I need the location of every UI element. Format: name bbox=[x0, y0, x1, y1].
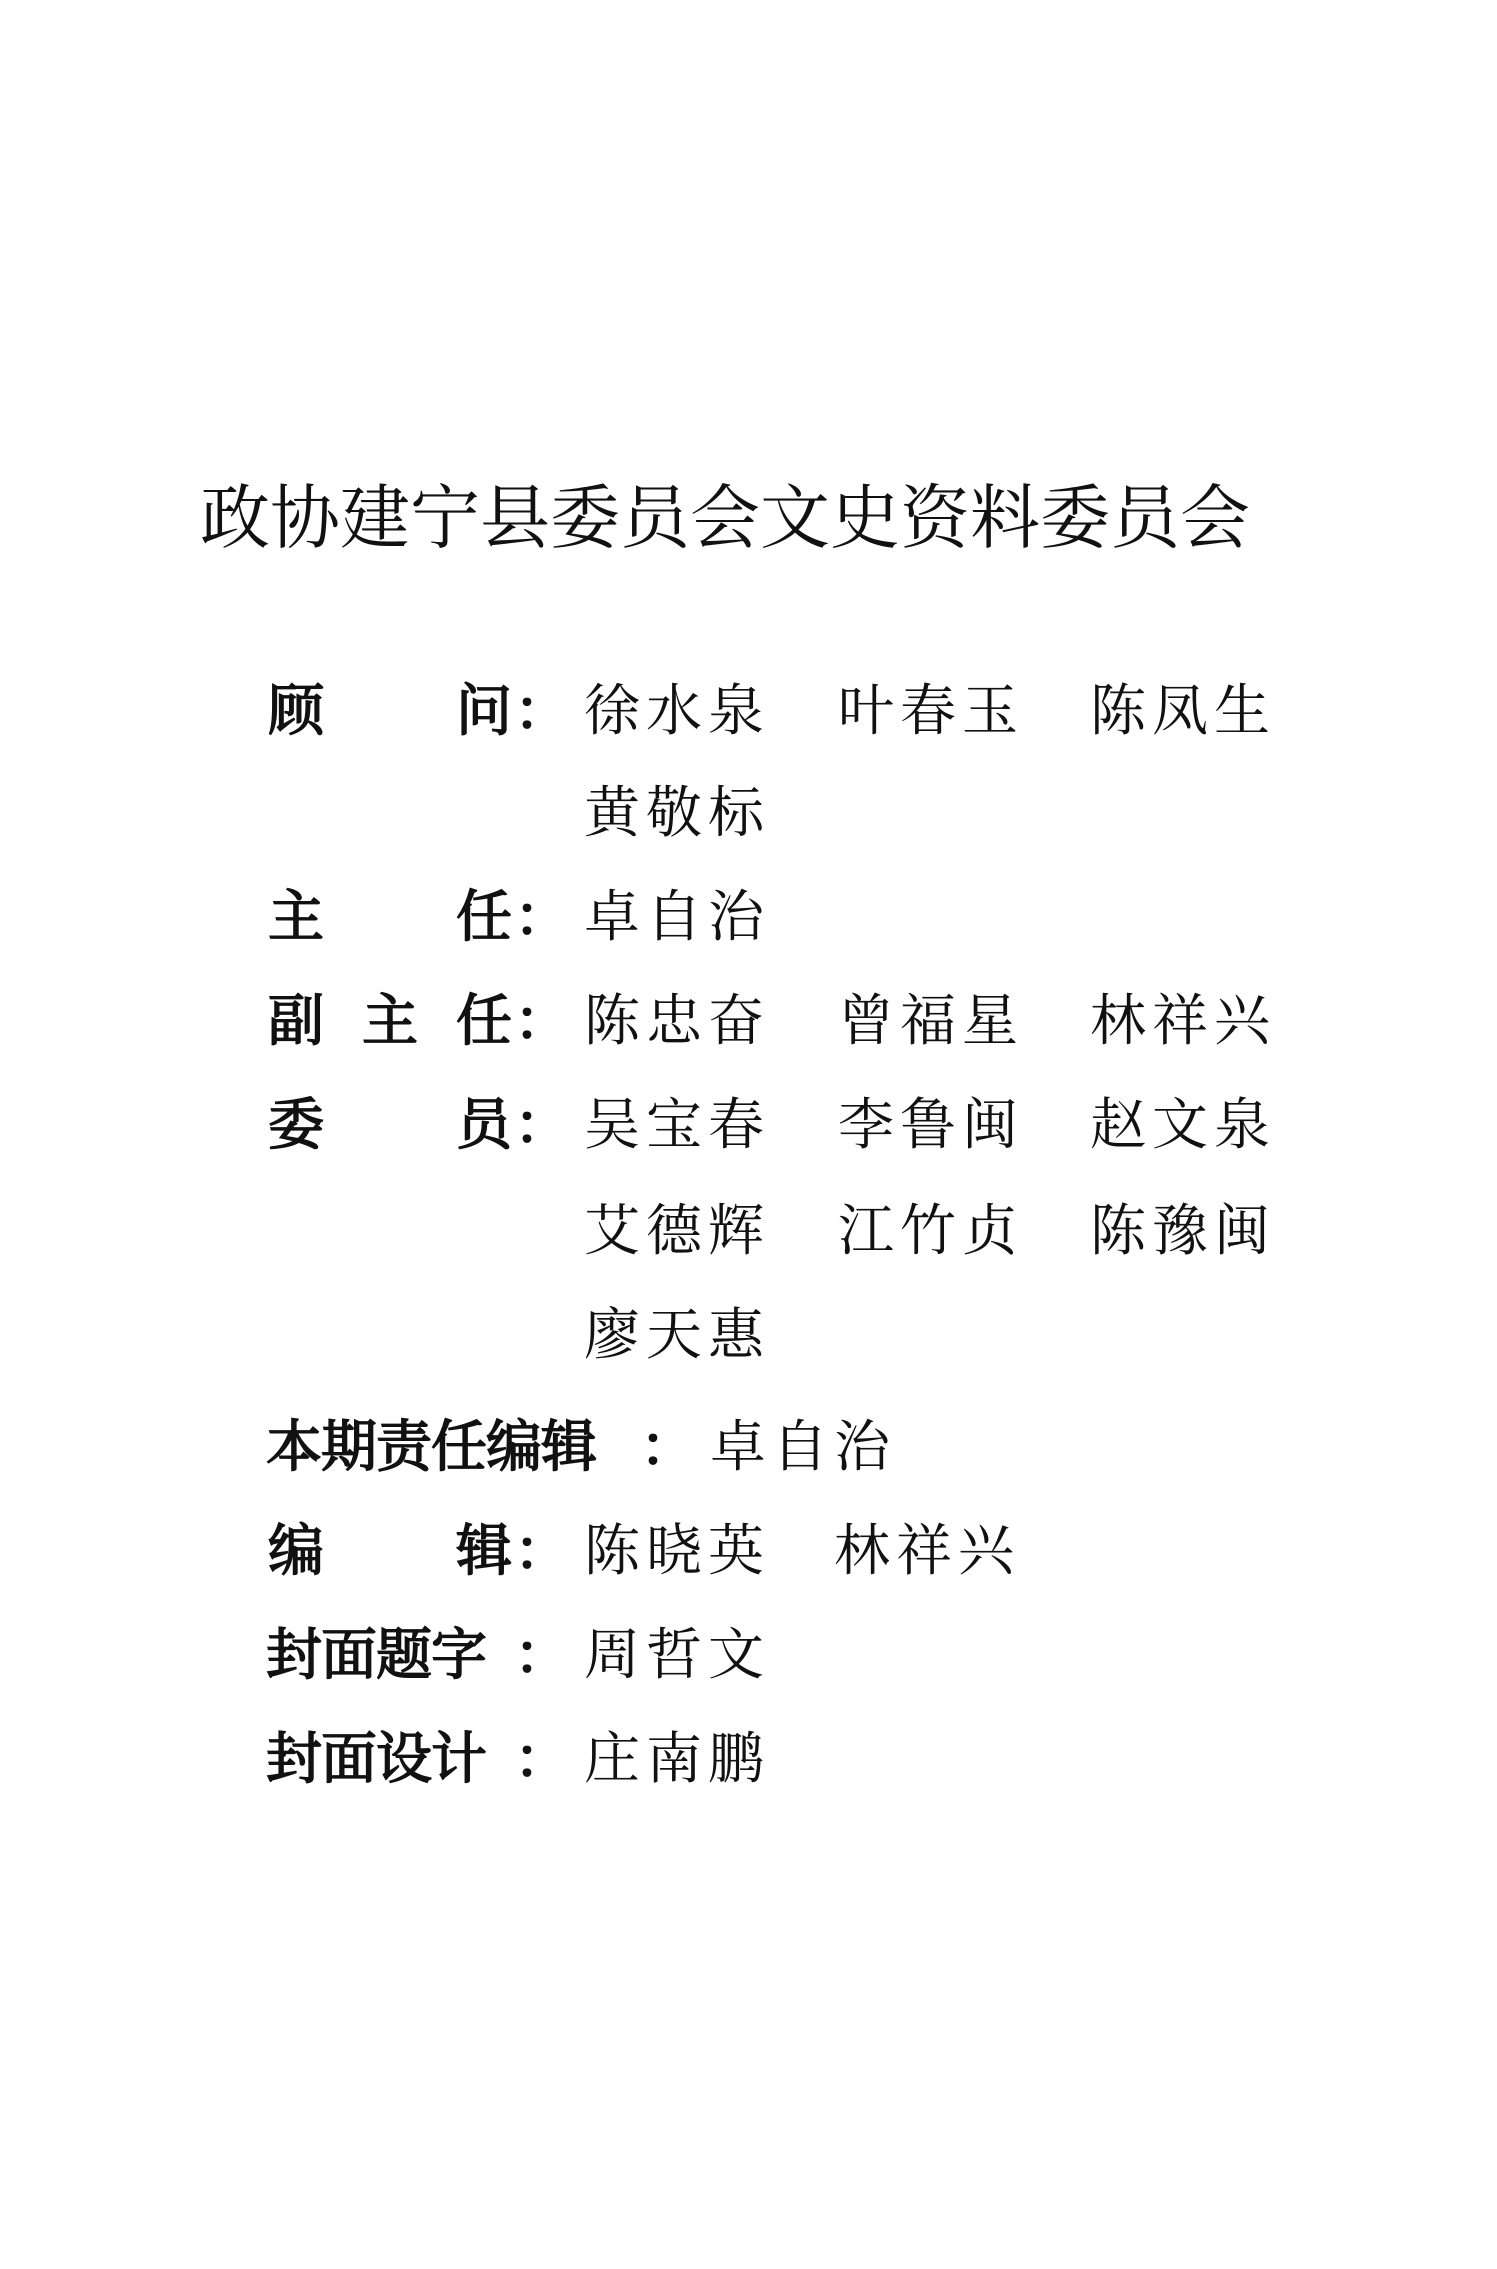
members-colon: ： bbox=[514, 1093, 570, 1158]
issue-editor-row bbox=[0, 1408, 1497, 1488]
advisor-label-char-2: 问 bbox=[456, 679, 512, 744]
director-label-char-1: 主 bbox=[268, 885, 324, 950]
editor-name-1: 陈晓英 bbox=[584, 1519, 770, 1584]
member-name-3: 赵文泉 bbox=[1090, 1093, 1276, 1158]
cover-title-row bbox=[0, 1616, 1497, 1696]
issue-editor-name-1: 卓自治 bbox=[710, 1415, 896, 1480]
advisor-colon: ： bbox=[514, 679, 570, 744]
director-name-1: 卓自治 bbox=[584, 885, 770, 950]
advisor-name-1: 徐水泉 bbox=[584, 679, 770, 744]
deputy-director-colon: ： bbox=[514, 989, 570, 1054]
member-name-4: 艾德辉 bbox=[584, 1199, 770, 1264]
member-name-1: 吴宝春 bbox=[584, 1093, 770, 1158]
deputy-director-name-2: 曾福星 bbox=[838, 989, 1024, 1054]
cover-title-label: 封面题字 bbox=[266, 1623, 486, 1688]
member-name-6: 陈豫闽 bbox=[1090, 1199, 1276, 1264]
advisor-name-4: 黄敬标 bbox=[584, 781, 770, 846]
deputy-director-name-1: 陈忠奋 bbox=[584, 989, 770, 1054]
cover-title-name-1: 周哲文 bbox=[584, 1623, 770, 1688]
issue-editor-label: 本期责任编辑 bbox=[266, 1415, 596, 1480]
cover-title-colon: ： bbox=[514, 1623, 570, 1688]
cover-design-name-1: 庄南鹏 bbox=[584, 1727, 770, 1792]
issue-editor-colon: ： bbox=[640, 1415, 696, 1480]
member-name-5: 江竹贞 bbox=[838, 1199, 1024, 1264]
advisor-name-3: 陈凤生 bbox=[1090, 679, 1276, 744]
advisor-name-2: 叶春玉 bbox=[838, 679, 1024, 744]
members-row-3 bbox=[0, 1296, 1497, 1376]
director-label-char-2: 任 bbox=[456, 885, 512, 950]
editors-row bbox=[0, 1512, 1497, 1592]
member-name-7: 廖天惠 bbox=[584, 1303, 770, 1368]
editor-name-2: 林祥兴 bbox=[834, 1519, 1020, 1584]
deputy-director-label-char-2: 主 bbox=[362, 989, 418, 1054]
members-row-2 bbox=[0, 1192, 1497, 1272]
deputy-director-label-char-1: 副 bbox=[268, 989, 324, 1054]
cover-design-row bbox=[0, 1720, 1497, 1800]
deputy-director-name-3: 林祥兴 bbox=[1090, 989, 1276, 1054]
member-name-2: 李鲁闽 bbox=[838, 1093, 1024, 1158]
director-row bbox=[0, 878, 1497, 958]
editors-label-char-2: 辑 bbox=[456, 1519, 512, 1584]
cover-design-label: 封面设计 bbox=[266, 1727, 486, 1792]
members-label-char-1: 委 bbox=[268, 1093, 324, 1158]
cover-design-colon: ： bbox=[514, 1727, 570, 1792]
deputy-director-label-char-3: 任 bbox=[456, 989, 512, 1054]
editors-colon: ： bbox=[514, 1519, 570, 1584]
members-row bbox=[0, 1086, 1497, 1166]
members-label-char-2: 员 bbox=[456, 1093, 512, 1158]
director-colon: ： bbox=[514, 885, 570, 950]
advisor-label-char-1: 顾 bbox=[268, 679, 324, 744]
editors-label-char-1: 编 bbox=[268, 1519, 324, 1584]
committee-title: 政协建宁县委员会文史资料委员会 bbox=[200, 477, 1250, 559]
advisor-row-2 bbox=[0, 774, 1497, 854]
advisor-row bbox=[0, 672, 1497, 752]
deputy-director-row bbox=[0, 982, 1497, 1062]
